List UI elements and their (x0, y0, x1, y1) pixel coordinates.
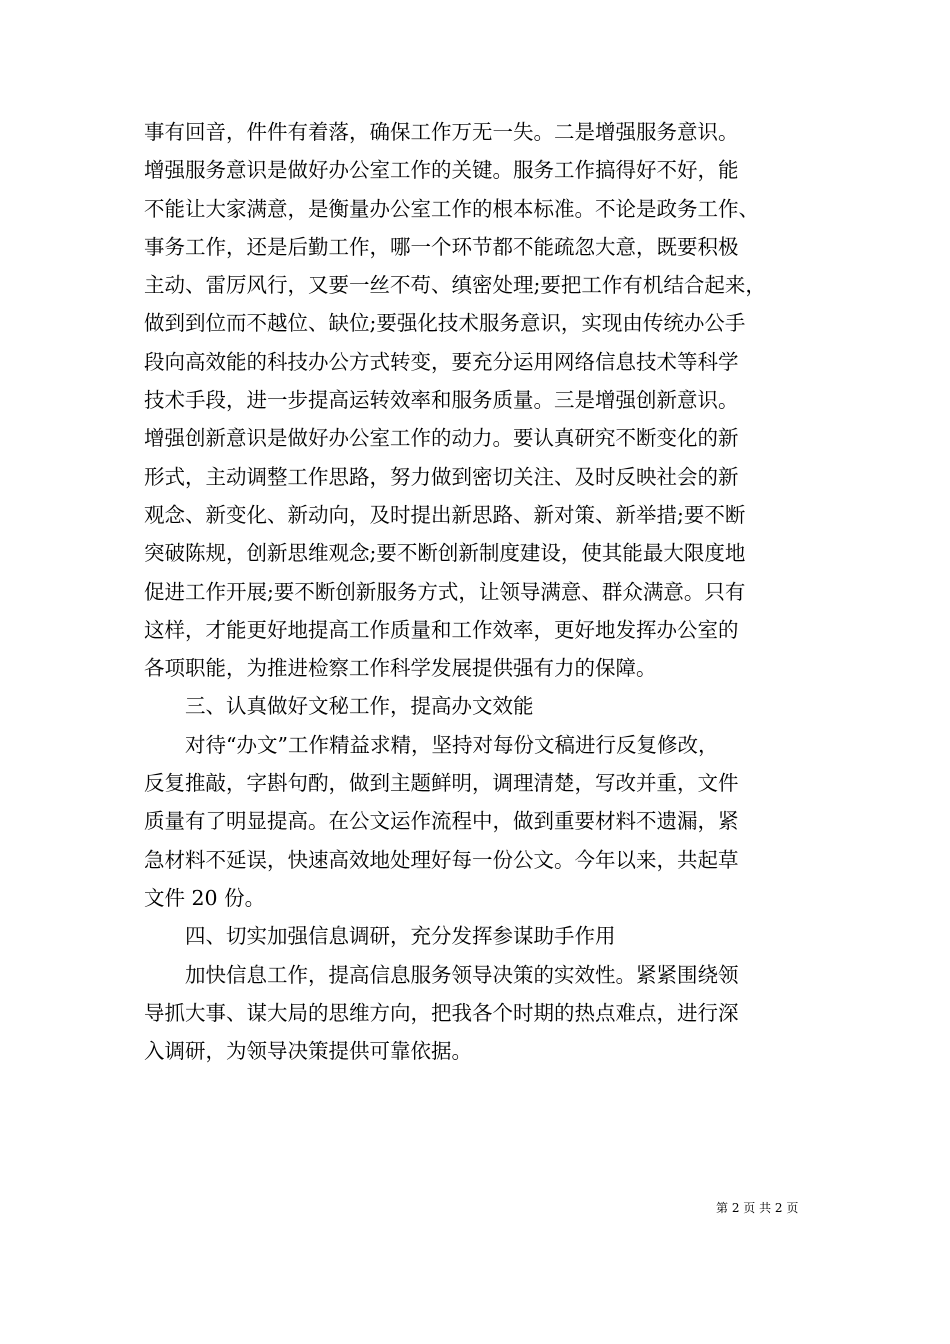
text-line: 增强创新意识是做好办公室工作的动力。要认真研究不断变化的新 (144, 426, 739, 451)
text-line: 技术手段，进一步提高运转效率和服务质量。三是增强创新意识。 (144, 388, 739, 413)
text-line: 突破陈规，创新思维观念;要不断创新制度建设，使其能最大限度地 (144, 541, 746, 566)
text-line: 各项职能，为推进检察工作科学发展提供强有力的保障。 (144, 656, 657, 681)
section-heading: 三、认真做好文秘工作，提高办文效能 (185, 694, 534, 719)
text-line: 段向高效能的科技办公方式转变，要充分运用网络信息技术等科学 (144, 349, 739, 374)
text-line: 增强服务意识是做好办公室工作的关键。服务工作搞得好不好，能 (144, 158, 739, 183)
text-line: 反复推敲，字斟句酌，做到主题鲜明，调理清楚，写改并重，文件 (144, 771, 739, 796)
text-line: 事有回音，件件有着落，确保工作万无一失。二是增强服务意识。 (144, 120, 739, 144)
text-line: 导抓大事、谋大局的思维方向，把我各个时期的热点难点，进行深 (144, 1000, 739, 1025)
text-line: 文件 20 份。 (144, 885, 266, 910)
text-line: 观念、新变化、新动向，及时提出新思路、新对策、新举措;要不断 (144, 502, 746, 527)
document-body (144, 113, 814, 1070)
text-line: 入调研，为领导决策提供可靠依据。 (144, 1039, 472, 1064)
text-line: 主动、雷厉风行，又要一丝不苟、缜密处理;要把工作有机结合起来， (144, 273, 766, 298)
text-line: 这样，才能更好地提高工作质量和工作效率，更好地发挥办公室的 (144, 617, 739, 642)
text-line: 事务工作，还是后勤工作，哪一个环节都不能疏忽大意，既要积极 (144, 234, 739, 259)
text-line: 形式，主动调整工作思路，努力做到密切关注、及时反映社会的新 (144, 464, 739, 489)
section-heading: 四、切实加强信息调研，充分发挥参谋助手作用 (185, 924, 616, 949)
text-line: 加快信息工作，提高信息服务领导决策的实效性。紧紧围绕领 (185, 962, 739, 987)
text-line: 不能让大家满意，是衡量办公室工作的根本标准。不论是政务工作、 (144, 196, 759, 221)
text-line: 质量有了明显提高。在公文运作流程中，做到重要材料不遗漏，紧 (144, 809, 739, 834)
text-line: 对待“办文”工作精益求精，坚持对每份文稿进行反复修改， (185, 732, 719, 757)
text-line: 做到到位而不越位、缺位;要强化技术服务意识，实现由传统办公手 (144, 311, 746, 336)
text-line: 急材料不延误，快速高效地处理好每一份公文。今年以来，共起草 (144, 847, 739, 872)
text-line: 促进工作开展;要不断创新服务方式，让领导满意、群众满意。只有 (144, 579, 746, 604)
page-number: 第 2 页 共 2 页 (716, 1201, 799, 1215)
